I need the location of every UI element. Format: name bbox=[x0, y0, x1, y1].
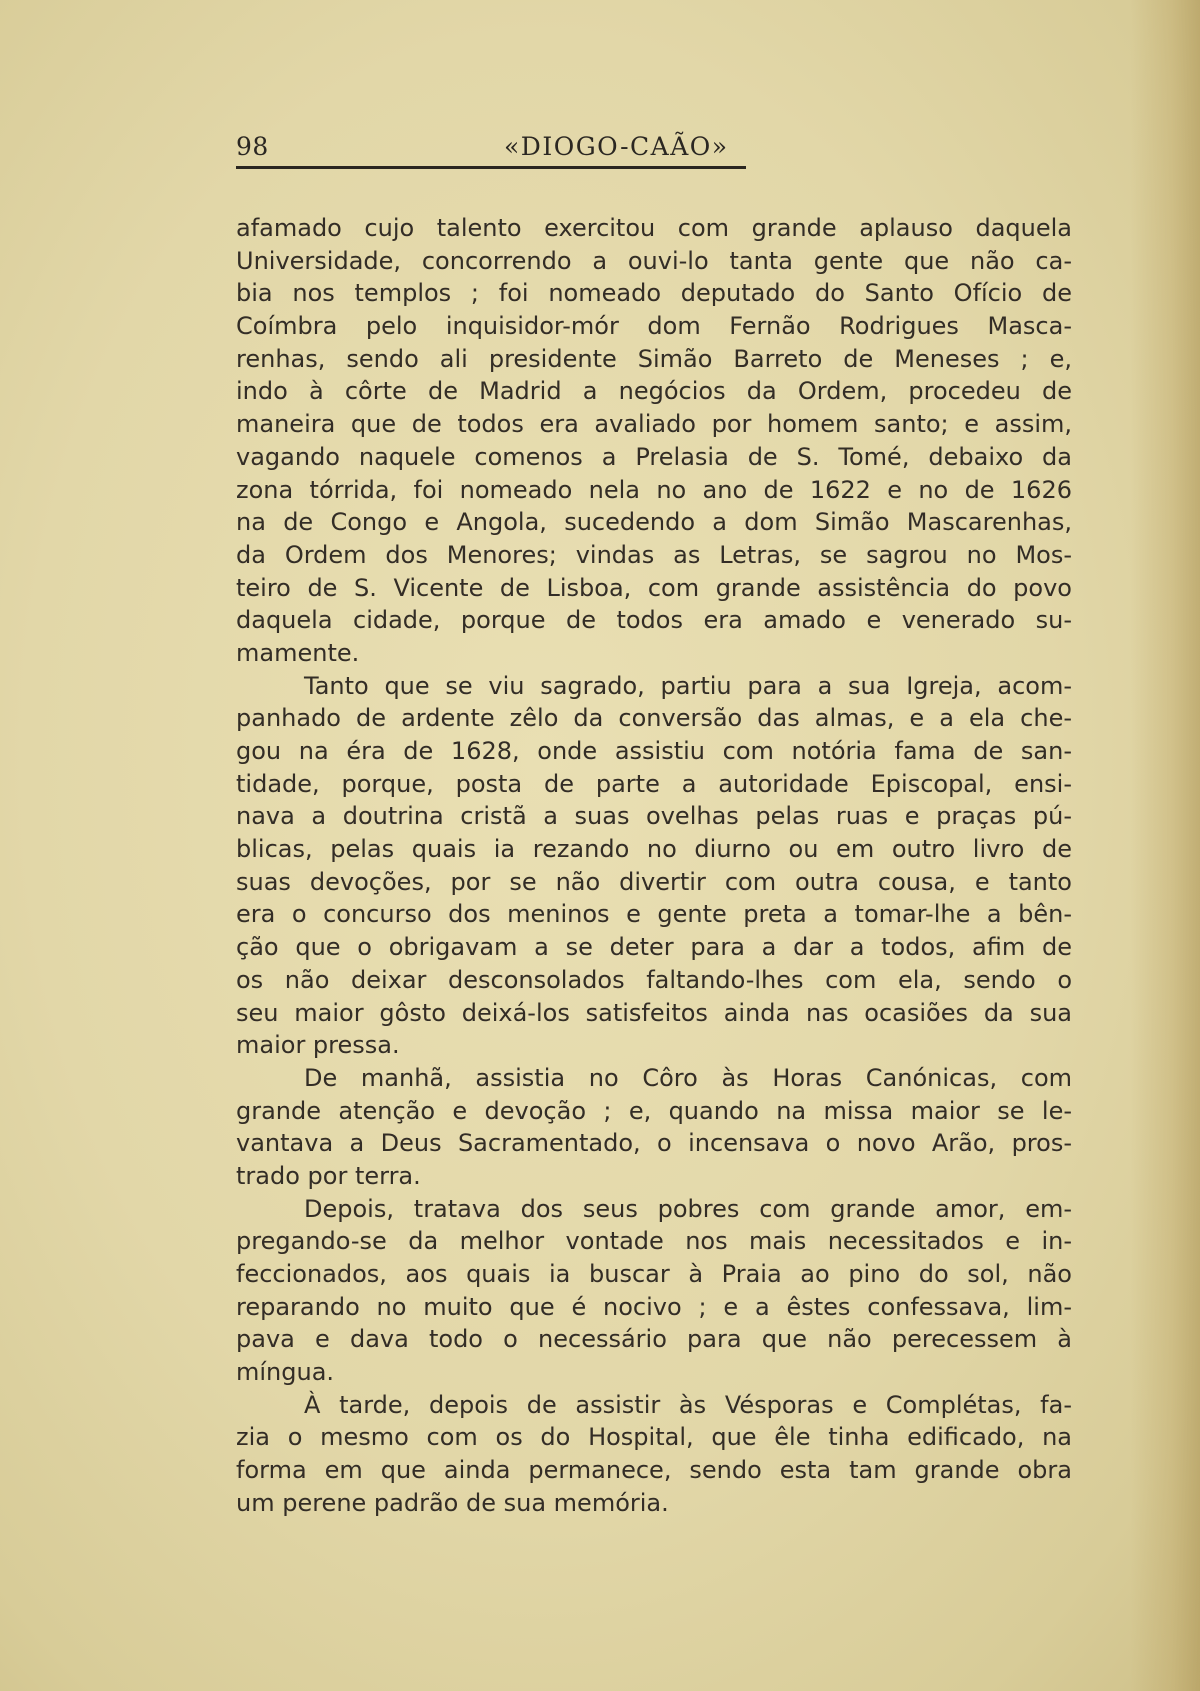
text-line: ção que o obrigavam a se deter para a dar a todos, afim de bbox=[236, 933, 1072, 962]
text-line: De manhã, assistia no Côro às Horas Canónicas, com bbox=[304, 1063, 1072, 1092]
paragraph bbox=[236, 1193, 1072, 1389]
text-line: um perene padrão de sua memória. bbox=[236, 1488, 669, 1517]
text-line: trado por terra. bbox=[236, 1161, 421, 1190]
text-line: seu maior gôsto deixá-los satisfeitos ainda nas ocasiões da sua bbox=[236, 998, 1072, 1027]
paragraph bbox=[236, 1062, 1072, 1193]
text-line: nava a doutrina cristã a suas ovelhas pelas ruas e praças pú- bbox=[236, 802, 1072, 831]
text-line: suas devoções, por se não divertir com outra cousa, e tanto bbox=[236, 867, 1072, 896]
text-line: bia nos templos ; foi nomeado deputado do Santo Ofício de bbox=[236, 279, 1072, 308]
text-line: da Ordem dos Menores; vindas as Letras, se sagrou no Mos- bbox=[236, 540, 1072, 569]
text-line: reparando no muito que é nocivo ; e a êstes confessava, lim- bbox=[236, 1292, 1072, 1321]
text-line: vantava a Deus Sacramentado, o incensava o novo Arão, pros- bbox=[236, 1129, 1072, 1158]
page-number: 98 bbox=[236, 132, 269, 161]
text-line: vagando naquele comenos a Prelasia de S. Tomé, debaixo da bbox=[236, 442, 1072, 471]
text-line: afamado cujo talento exercitou com grande aplauso daquela bbox=[236, 214, 1072, 242]
text-line: renhas, sendo ali presidente Simão Barreto de Meneses ; e, bbox=[236, 344, 1072, 373]
running-title: «DIOGO-CAÃO» bbox=[504, 132, 729, 161]
paragraph bbox=[236, 212, 1072, 670]
text-line: era o concurso dos meninos e gente preta a tomar-lhe a bên- bbox=[236, 900, 1072, 929]
text-line: maior pressa. bbox=[236, 1031, 400, 1060]
text-line: Universidade, concorrendo a ouvi-lo tanta gente que não ca- bbox=[236, 246, 1072, 275]
text-line: indo à côrte de Madrid a negócios da Ordem, procedeu de bbox=[236, 377, 1072, 406]
text-line: maneira que de todos era avaliado por homem santo; e assim, bbox=[236, 410, 1072, 439]
text-line: À tarde, depois de assistir às Vésporas e Complétas, fa- bbox=[304, 1390, 1072, 1419]
paragraph bbox=[236, 670, 1072, 1062]
text-line: daquela cidade, porque de todos era amado e venerado su- bbox=[236, 606, 1072, 635]
text-line: gou na éra de 1628, onde assistiu com notória fama de san- bbox=[236, 737, 1072, 765]
text-line: panhado de ardente zêlo da conversão das almas, e a ela che- bbox=[236, 704, 1072, 733]
body-text bbox=[236, 212, 1072, 1520]
text-line: feccionados, aos quais ia buscar à Praia ao pino do sol, não bbox=[236, 1260, 1072, 1288]
text-line: Tanto que se viu sagrado, partiu para a sua Igreja, acom- bbox=[304, 671, 1072, 700]
text-line: grande atenção e devoção ; e, quando na missa maior se le- bbox=[236, 1096, 1072, 1125]
text-line: forma em que ainda permanece, sendo esta tam grande obra bbox=[236, 1456, 1072, 1485]
text-line: zona tórrida, foi nomeado nela no ano de 1622 e no de 1626 bbox=[236, 475, 1072, 504]
text-line: mamente. bbox=[236, 638, 360, 667]
paragraph bbox=[236, 1389, 1072, 1520]
text-line: na de Congo e Angola, sucedendo a dom Simão Mascarenhas, bbox=[236, 508, 1072, 537]
text-line: pregando-se da melhor vontade nos mais necessitados e in- bbox=[236, 1227, 1072, 1256]
text-line: zia o mesmo com os do Hospital, que êle tinha edificado, na bbox=[236, 1423, 1072, 1452]
text-line: Coímbra pelo inquisidor-mór dom Fernão Rodrigues Masca- bbox=[236, 312, 1072, 341]
text-line: tidade, porque, posta de parte a autoridade Episcopal, ensi- bbox=[236, 769, 1072, 798]
text-line: pava e dava todo o necessário para que não perecessem à bbox=[236, 1325, 1072, 1354]
text-line: teiro de S. Vicente de Lisboa, com grande assistência do povo bbox=[236, 573, 1072, 602]
page-header bbox=[236, 132, 746, 169]
text-line: os não deixar desconsolados faltando-lhes com ela, sendo o bbox=[236, 965, 1072, 994]
text-line: míngua. bbox=[236, 1358, 335, 1387]
text-line: blicas, pelas quais ia rezando no diurno ou em outro livro de bbox=[236, 835, 1072, 864]
text-line: Depois, tratava dos seus pobres com grande amor, em- bbox=[304, 1194, 1072, 1223]
